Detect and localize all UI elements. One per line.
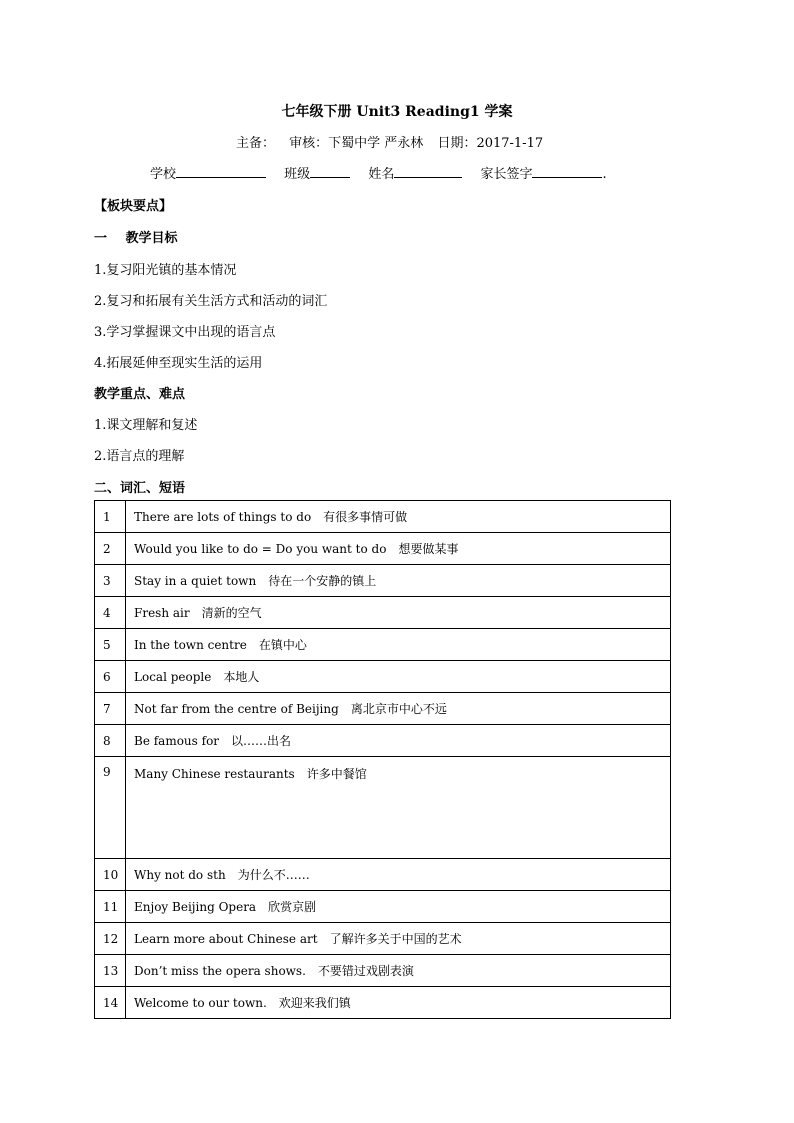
phrase-english: There are lots of things to do: [134, 510, 312, 524]
key-points-heading: 【板块要点】: [94, 199, 173, 214]
phrase-cell: [126, 987, 671, 1019]
row-number: 8: [95, 725, 126, 757]
trailing-dot: .: [602, 167, 607, 182]
phrase-english: Don’t miss the opera shows.: [134, 964, 306, 978]
phrase-chinese: 欣赏京剧: [268, 900, 317, 914]
phrase-english: Be famous for: [134, 734, 220, 748]
phrase-english: Why not do sth: [134, 868, 226, 882]
table-row: [95, 955, 671, 987]
row-number: 3: [95, 565, 126, 597]
reviewer-label: 审核：下蜀中学 严永林: [289, 136, 424, 151]
parent-signature-blank[interactable]: [532, 163, 602, 178]
row-number: 9: [95, 757, 126, 859]
phrase-chinese: 以……出名: [231, 734, 292, 748]
phrase-chinese: 在镇中心: [258, 638, 307, 652]
row-number: 2: [95, 533, 126, 565]
phrase-cell: [126, 725, 671, 757]
phrase-cell: [126, 955, 671, 987]
phrase-english: In the town centre: [134, 638, 247, 652]
phrase-chinese: 为什么不……: [237, 868, 310, 882]
phrase-english: Welcome to our town.: [134, 996, 267, 1010]
phrase-chinese: 许多中餐馆: [306, 767, 367, 781]
phrase-english: Enjoy Beijing Opera: [134, 900, 257, 914]
row-number: 7: [95, 693, 126, 725]
part1-number: 一: [94, 231, 108, 246]
table-row: [95, 757, 671, 859]
table-row: [95, 987, 671, 1019]
phrase-english: Learn more about Chinese art: [134, 932, 318, 946]
document-title: 七年级下册 Unit3 Reading1 学案: [281, 104, 513, 120]
row-number: 4: [95, 597, 126, 629]
author-info: [236, 132, 553, 151]
phrase-cell: [126, 923, 671, 955]
goal-item: 3.学习掌握课文中出现的语言点: [94, 325, 276, 340]
phrase-english: Local people: [134, 670, 212, 684]
phrase-english: Not far from the centre of Beijing: [134, 702, 339, 716]
phrase-cell: [126, 533, 671, 565]
phrase-cell: [126, 757, 671, 859]
phrase-english: Fresh air: [134, 606, 190, 620]
phrase-chinese: 想要做某事: [398, 542, 459, 556]
phrase-chinese: 有很多事情可做: [323, 510, 408, 524]
row-number: 6: [95, 661, 126, 693]
table-row: [95, 693, 671, 725]
class-label: 班级: [284, 167, 311, 182]
vocabulary-table: [94, 500, 671, 1019]
phrase-cell: [126, 501, 671, 533]
row-number: 1: [95, 501, 126, 533]
table-row: [95, 661, 671, 693]
phrase-cell: [126, 891, 671, 923]
goal-item: 4.拓展延伸至现实生活的运用: [94, 356, 263, 371]
phrase-chinese: 了解许多关于中国的艺术: [329, 932, 462, 946]
row-number: 14: [95, 987, 126, 1019]
parent-signature-label: 家长签字: [480, 167, 533, 182]
table-row: [95, 923, 671, 955]
phrase-chinese: 离北京市中心不远: [350, 702, 447, 716]
part1-title: 教学目标: [125, 231, 178, 246]
focus-heading: 教学重点、难点: [94, 387, 186, 402]
phrase-cell: [126, 661, 671, 693]
phrase-cell: [126, 693, 671, 725]
part1-heading: [94, 227, 178, 246]
phrase-english: Would you like to do = Do you want to do: [134, 542, 387, 556]
table-row: [95, 859, 671, 891]
phrase-cell: [126, 565, 671, 597]
table-row: [95, 565, 671, 597]
phrase-cell: [126, 597, 671, 629]
table-row: [95, 597, 671, 629]
part2-heading: 二、词汇、短语: [94, 481, 186, 496]
goal-item: 2.复习和拓展有关生活方式和活动的词汇: [94, 294, 328, 309]
row-number: 11: [95, 891, 126, 923]
focus-item: 1.课文理解和复述: [94, 418, 198, 433]
row-number: 10: [95, 859, 126, 891]
goal-item: 1.复习阳光镇的基本情况: [94, 263, 237, 278]
row-number: 13: [95, 955, 126, 987]
phrase-chinese: 待在一个安静的镇上: [268, 574, 377, 588]
school-blank[interactable]: [176, 163, 266, 178]
student-info-line: [150, 163, 607, 182]
phrase-english: Many Chinese restaurants: [134, 767, 295, 781]
table-row: [95, 533, 671, 565]
class-blank[interactable]: [310, 163, 350, 178]
phrase-cell: [126, 629, 671, 661]
phrase-chinese: 本地人: [223, 670, 260, 684]
table-row: [95, 725, 671, 757]
preparer-label: 主备：: [236, 136, 276, 151]
row-number: 5: [95, 629, 126, 661]
name-blank[interactable]: [394, 163, 462, 178]
school-label: 学校: [150, 167, 177, 182]
phrase-chinese: 欢迎来我们镇: [278, 996, 351, 1010]
focus-item: 2.语言点的理解: [94, 449, 185, 464]
phrase-chinese: 清新的空气: [201, 606, 262, 620]
phrase-chinese: 不要错过戏剧表演: [317, 964, 414, 978]
table-row: [95, 501, 671, 533]
date-label: 日期：2017-1-17: [437, 136, 544, 151]
name-label: 姓名: [368, 167, 395, 182]
row-number: 12: [95, 923, 126, 955]
phrase-cell: [126, 859, 671, 891]
table-row: [95, 629, 671, 661]
phrase-english: Stay in a quiet town: [134, 574, 257, 588]
table-row: [95, 891, 671, 923]
